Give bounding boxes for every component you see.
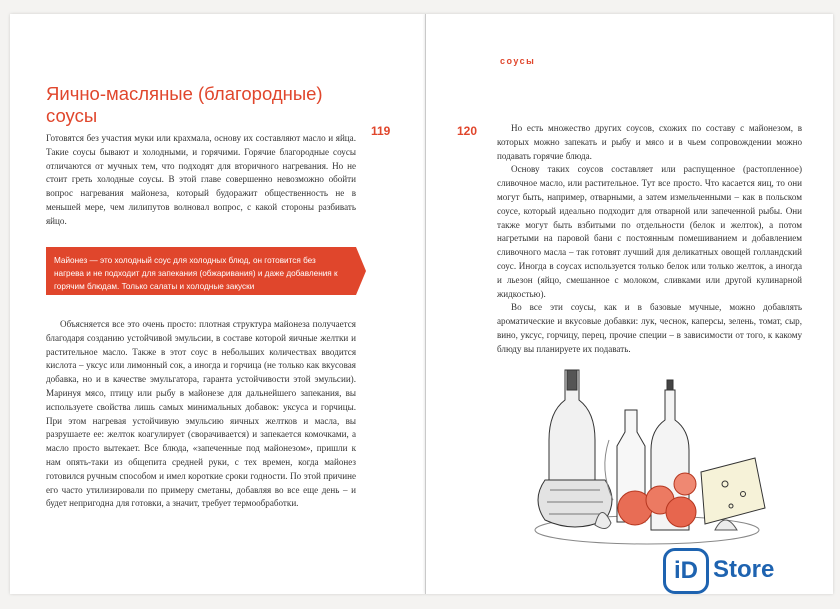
page-number-left: 119	[371, 124, 391, 138]
right-paragraph-2: Основу таких соусов составляет или распущенное (растопленное) сливочное масло, или растительное. Тут все просто. Что касается яиц, то они могут быть, например, отварными, а затем измельченными – как в польском соусе, который идеально подходит для отварной или запеченной рыбы. Они также могут быть взбитыми по отдельности (белок и желток), а потом нагретыми на паровой бани с постоянным помешиванием и добавлением сливочного масла – так готовят лучший для деликатных овощей голландский соус. Иногда в соусах используется только белок или только желток, а иногда и льезон (яйцо, смешанное с молоком, сливками или другой кулинарной жидкостью).	[497, 164, 802, 299]
page-number-right: 120	[457, 124, 478, 138]
callout-tab	[356, 247, 366, 295]
right-paragraph-3: Во все эти соусы, как и в базовые мучные, можно добавлять ароматические и вкусовые добавки: лук, чеснок, каперсы, зелень, томат, сыр, вино, уксус, горчицу, перец, прочие специи – в зависимости от того, к какому блюду вы планируете их подавать.	[497, 302, 802, 354]
book-gutter	[425, 14, 426, 594]
right-paragraph-1: Но есть множество других соусов, схожих по составу с майонезом, в которых можно запекать и рыбу и мясо и в чьем сопровождении можно подавать горячие блюда.	[497, 123, 802, 161]
store-brand-name: Store	[713, 556, 775, 583]
chapter-title: Яично-масляные (благородные) соусы	[46, 83, 323, 126]
body-text: Объясняется все это очень просто: плотная структура майонеза получается благодаря созданию устойчивой эмульсии, в составе которой яичные желтки и растительное масло. Также в этот соус в небольших количествах вводится кислота – уксус или лимонный сок, а иногда и горчица (не только как вкусовая добавка, но и в качестве эмульгатора, гаранта устойчивости этой эмульсии). Маринуя мясо, птицу или рыбу в майонезе для дальнейшего запекания, вы используете свойства лишь самых минимальных добавок: уксуса и горчицы. При этом нагревая устойчивую эмульсию яичных желтков и масла, вы разрушаете ее: желток коагулирует (сворачивается) и запекается комочками, а масло просто вытекает. Все блюда, «запеченные под майонезом», пришли к нам опять-таки из общепита средней руки, с тех времен, когда майонез готовился ручным способом и имел короткие сроки годности. По этой причине его часто утилизировали по примеру сметаны, добавляя во все еще день – и будет непригодна для готовки, а значит, требует термообработки.	[46, 319, 356, 509]
intro-text: Готовятся без участия муки или крахмала, основу их составляют масло и яйца. Такие соусы бывают и холодными, и горячими. Горячие благородные соусы отличаются от мучных тем, что подходят для вторичного нагревания. Но не стоит греть холодные соусы. В этой главе совершенно невозможно обойти вопрос нагревания майонеза, который будоражит общественность не в меньшей мере, чем лилипутов волновал вопрос, с какой стороны разбивать яйцо.	[46, 133, 356, 226]
logo-mark: iD	[674, 557, 698, 584]
intro-paragraph	[46, 132, 356, 229]
section-header: соусы	[500, 56, 536, 66]
right-column	[497, 122, 802, 357]
callout-text: Майонез — это холодный соус для холодных блюд, он готовится без нагрева и не подходит для запекания (обжаривания) и даже добавления к горячим блюдам. Только салаты и холодные закуски	[54, 256, 338, 291]
callout-box	[46, 247, 356, 295]
store-logo-icon	[663, 548, 709, 594]
body-paragraph	[46, 318, 356, 511]
still-life-illustration	[525, 360, 770, 550]
